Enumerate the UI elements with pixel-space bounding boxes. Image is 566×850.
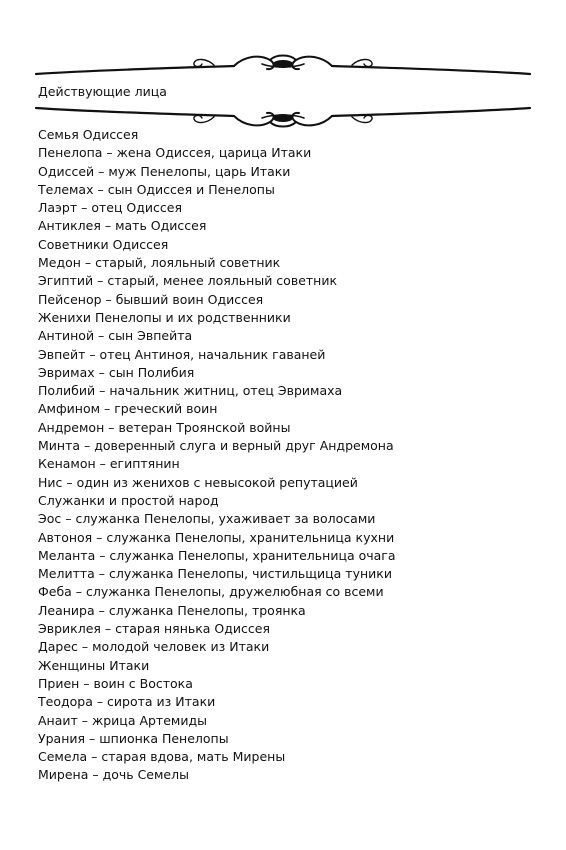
cast-list-item: Телемах – сын Одиссея и Пенелопы [38, 181, 275, 197]
cast-list-item: Семела – старая вдова, мать Мирены [38, 749, 286, 765]
cast-list-item: Эвриклея – старая нянька Одиссея [38, 621, 270, 637]
cast-list-item: Меланта – служанка Пенелопы, хранительница очага [38, 547, 396, 563]
cast-list-item: Минта – доверенный слуга и верный друг Андремона [38, 438, 394, 454]
cast-list-item: Леанира – служанка Пенелопы, троянка [38, 602, 306, 618]
cast-list [38, 126, 396, 785]
cast-list-item: Лаэрт – отец Одиссея [38, 200, 182, 216]
cast-list-item: Женихи Пенелопы и их родственники [38, 309, 291, 325]
cast-list-item: Урания – шпионка Пенелопы [38, 730, 229, 746]
cast-list-item: Антиной – сын Эвпейта [38, 328, 193, 344]
cast-list-item: Пенелопа – жена Одиссея, царица Итаки [38, 145, 312, 161]
cast-list-item: Медон – старый, лояльный советник [38, 255, 281, 271]
cast-list-item: Автоноя – служанка Пенелопы, хранительница кухни [38, 529, 395, 545]
cast-list-item: Эвпейт – отец Антиноя, начальник гаваней [38, 346, 326, 362]
cast-list-item: Нис – один из женихов с невысокой репутацией [38, 474, 358, 490]
flourish-icon [34, 52, 532, 76]
cast-list-item: Полибий – начальник житниц, отец Эвримаха [38, 383, 343, 399]
cast-list-item: Амфином – греческий воин [38, 401, 218, 417]
cast-list-item: Теодора – сирота из Итаки [38, 694, 216, 710]
cast-list-item: Дарес – молодой человек из Итаки [38, 639, 270, 655]
cast-list-item: Советники Одиссея [38, 236, 169, 252]
top-ornament-divider [34, 52, 532, 76]
cast-list-item: Пейсенор – бывший воин Одиссея [38, 291, 264, 307]
cast-list-item: Эос – служанка Пенелопы, ухаживает за волосами [38, 511, 376, 527]
cast-list-item: Эгиптий – старый, менее лояльный советник [38, 273, 338, 289]
cast-list-item: Андремон – ветеран Троянской войны [38, 419, 291, 435]
cast-list-item: Антиклея – мать Одиссея [38, 218, 207, 234]
heading-dramatis-personae: Действующие лица [38, 84, 167, 99]
cast-list-item: Кенамон – египтянин [38, 456, 180, 472]
cast-list-item: Женщины Итаки [38, 657, 150, 673]
cast-list-item: Приен – воин с Востока [38, 675, 193, 691]
cast-list-item: Одиссей – муж Пенелопы, царь Итаки [38, 163, 291, 179]
cast-list-item: Феба – служанка Пенелопы, дружелюбная со всеми [38, 584, 384, 600]
cast-list-item: Анаит – жрица Артемиды [38, 712, 207, 728]
cast-list-item: Эвримах – сын Полибия [38, 364, 195, 380]
cast-list-item: Служанки и простой народ [38, 492, 219, 508]
cast-list-item: Мирена – дочь Семелы [38, 767, 189, 783]
cast-list-item: Семья Одиссея [38, 127, 139, 142]
cast-list-item: Мелитта – служанка Пенелопы, чистильщица туники [38, 566, 392, 582]
